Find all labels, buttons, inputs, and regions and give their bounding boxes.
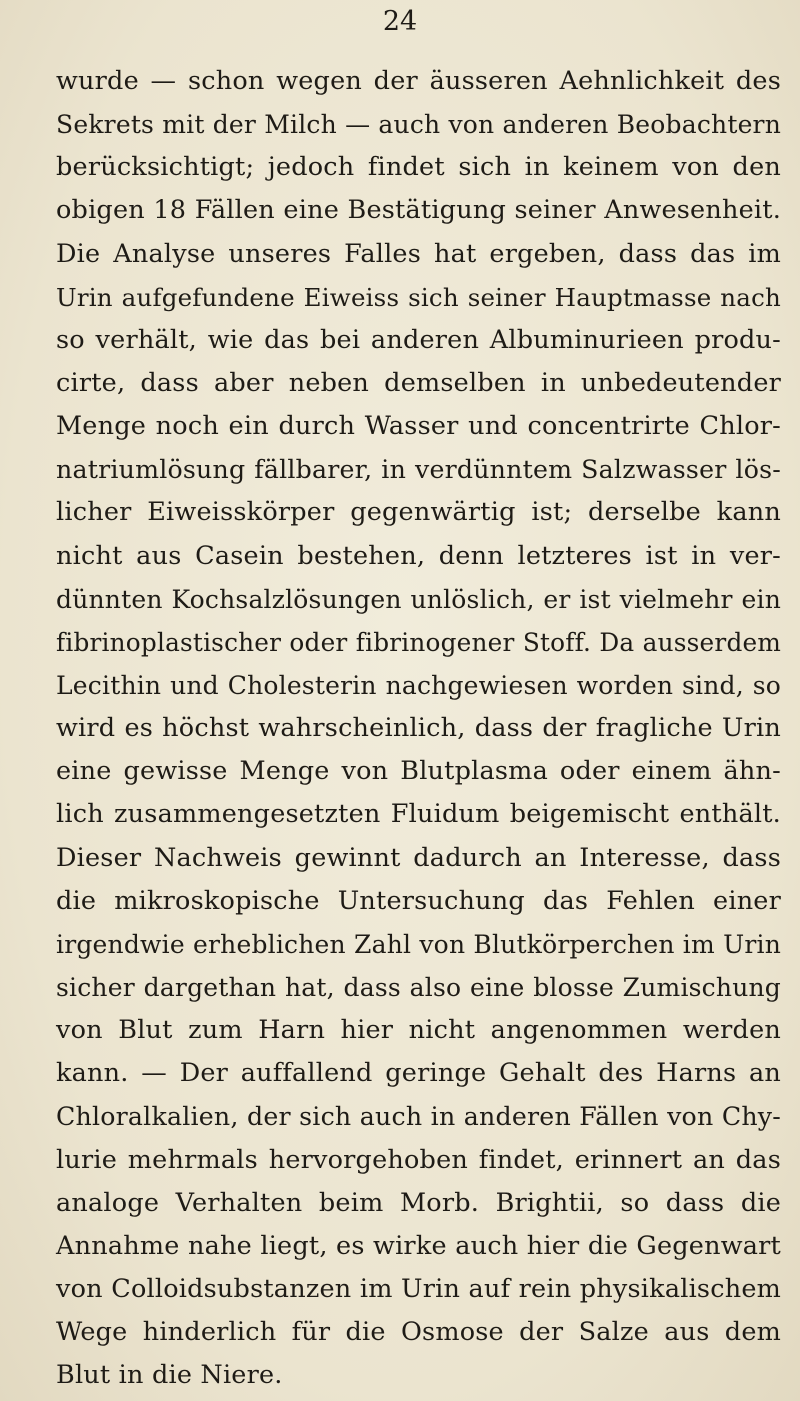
text-line: obigen 18 Fällen eine Bestätigung seiner Anwesenheit. [56, 195, 781, 226]
text-line: Sekrets mit der Milch — auch von anderen Beobachtern [56, 110, 782, 140]
text-line: wurde — schon wegen der äusseren Aehnlichkeit des [56, 66, 781, 96]
text-line: berücksichtigt; jedoch findet sich in keinem von den [56, 152, 781, 183]
text-line: fibrinoplastischer oder fibrinogener Stoff. Da ausserdem [56, 627, 781, 657]
body-paragraph [56, 60, 781, 1397]
text-line: von Colloidsubstanzen im Urin auf rein physikalischem [56, 1273, 781, 1304]
text-line: cirte, dass aber neben demselben in unbedeutender [56, 367, 781, 398]
text-line: Annahme nahe liegt, es wirke auch hier die Gegenwart [56, 1230, 781, 1261]
text-line: Wege hinderlich für die Osmose der Salze aus dem [56, 1317, 781, 1348]
text-line: von Blut zum Harn hier nicht angenommen werden [56, 1015, 781, 1046]
page-number: 24 [382, 6, 418, 37]
text-line: Urin aufgefundene Eiweiss sich seiner Hauptmasse nach [56, 282, 781, 312]
text-line: licher Eiweisskörper gegenwärtig ist; derselbe kann [56, 497, 781, 528]
text-line: Lecithin und Cholesterin nachgewiesen worden sind, so [56, 670, 781, 700]
text-line: sicher dargethan hat, dass also eine blosse Zumischung [56, 972, 781, 1002]
text-line: irgendwie erheblichen Zahl von Blutkörperchen im Urin [56, 929, 781, 959]
text-line: natriumlösung fällbarer, in verdünntem Salzwasser lös- [56, 455, 781, 485]
text-line: lich zusammengesetzten Fluidum beigemischt enthält. [56, 799, 781, 830]
text-line: Chloralkalien, der sich auch in anderen Fällen von Chy- [56, 1102, 781, 1132]
text-line: Die Analyse unseres Falles hat ergeben, dass das im [56, 238, 781, 269]
text-line: wird es höchst wahrscheinlich, dass der fragliche Urin [56, 713, 781, 744]
text-line: Blut in die Niere. [56, 1360, 283, 1391]
text-line: eine gewisse Menge von Blutplasma oder einem ähn- [56, 756, 781, 787]
text-line: analoge Verhalten beim Morb. Brightii, so dass die [56, 1187, 781, 1218]
text-line: die mikroskopische Untersuchung das Fehlen einer [56, 885, 781, 916]
text-line: Menge noch ein durch Wasser und concentrirte Chlor- [56, 411, 781, 442]
text-line: nicht aus Casein bestehen, denn letzteres ist in ver- [56, 540, 781, 571]
text-line: kann. — Der auffallend geringe Gehalt des Harns an [56, 1058, 781, 1089]
text-line: Dieser Nachweis gewinnt dadurch an Interesse, dass [56, 842, 781, 873]
text-line: so verhält, wie das bei anderen Albuminurieen produ- [56, 324, 781, 355]
text-line: dünnten Kochsalzlösungen unlöslich, er ist vielmehr ein [56, 584, 781, 614]
text-line: lurie mehrmals hervorgehoben findet, erinnert an das [56, 1144, 781, 1175]
